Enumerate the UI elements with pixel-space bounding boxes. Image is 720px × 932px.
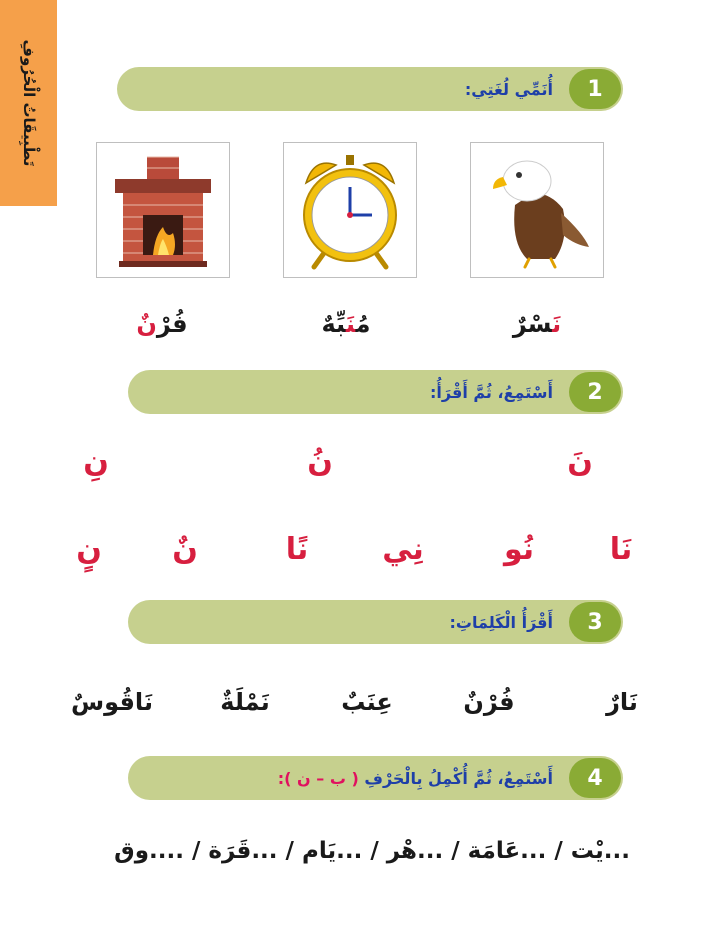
fireplace-picture — [96, 142, 230, 278]
fill-blank-word: ...عَامَة — [467, 838, 547, 864]
section-number-badge: 1 — [569, 69, 621, 109]
section-2-header — [128, 370, 623, 414]
section-title: أَسْتَمِعُ، ثُمَّ أُكْمِلُ بِالْحَرْفِ ( ب – ن ): — [277, 768, 553, 788]
picture-word-eagle: نَسْرٌ — [512, 310, 562, 338]
title-letters: ( ب – ن ): — [277, 768, 359, 788]
section-number-badge: 4 — [569, 758, 621, 798]
madd-letter: نٌ — [172, 532, 198, 567]
reading-word: نَمْلَةٌ — [220, 688, 270, 716]
reading-word: نَاقُوسٌ — [71, 688, 153, 716]
section-title: أُنَمِّي لُغَتِي: — [464, 79, 553, 99]
chapter-tab-label: تَطْبِيقَاتُ الْحُرُوفِ — [19, 39, 38, 167]
eagle-picture — [470, 142, 604, 278]
reading-word: نَارٌ — [606, 688, 638, 716]
section-number-badge: 3 — [569, 602, 621, 642]
section-3-header — [128, 600, 623, 644]
fill-blank-word: ...هْر — [386, 838, 444, 864]
haraka-letter: نِ — [83, 444, 109, 479]
fill-in-row: ...يْت / ...عَامَة / ...هْر / ...يَام / ...قَرَة / ....وق — [114, 838, 630, 864]
haraka-letter: نَ — [567, 444, 593, 479]
picture-word-clock: مُنَبِّهٌ — [321, 310, 371, 338]
section-number-badge: 2 — [569, 372, 621, 412]
haraka-letter: نُ — [307, 444, 333, 479]
eagle-icon — [471, 143, 603, 277]
alarm-clock-picture — [283, 142, 417, 278]
fill-blank-word: ...يْت — [570, 838, 630, 864]
fill-blank-word: ...يَام — [301, 838, 363, 864]
fill-blank-word: ....وق — [114, 838, 184, 864]
madd-letter: نِي — [382, 532, 424, 567]
fireplace-icon — [97, 143, 229, 277]
section-title: أَقْرَأُ الْكَلِمَاتِ: — [449, 612, 553, 632]
reading-word: عِنَبٌ — [341, 688, 393, 716]
section-1-header — [117, 67, 623, 111]
section-title: أَسْتَمِعُ، ثُمَّ أَقْرَأُ: — [430, 382, 553, 402]
madd-letter: نُو — [503, 532, 535, 567]
madd-letter: نًا — [285, 532, 309, 567]
section-4-header — [128, 756, 623, 800]
fill-blank-word: ...قَرَة — [208, 838, 278, 864]
madd-letter: نَا — [609, 532, 633, 567]
picture-word-fireplace: فُرْنٌ — [136, 310, 188, 338]
alarm-clock-icon — [284, 143, 416, 277]
madd-letter: نٍ — [76, 532, 102, 567]
reading-word: فُرْنٌ — [463, 688, 515, 716]
chapter-side-tab — [0, 0, 57, 206]
